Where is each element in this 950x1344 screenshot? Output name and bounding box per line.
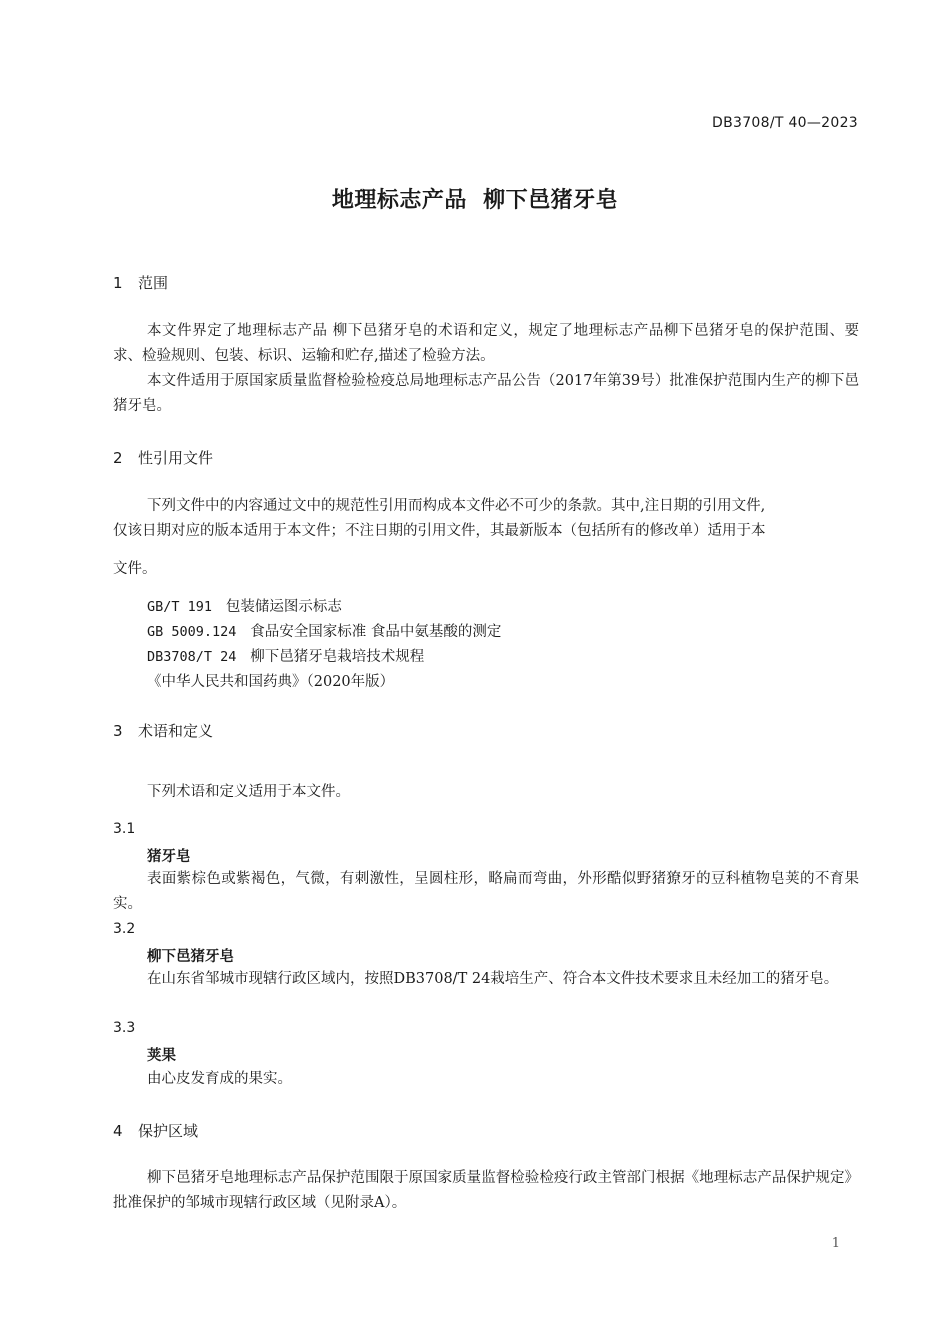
term-name: 荚果 [147,1048,176,1064]
section-number: 1 [113,274,123,292]
term-definition: 在山东省邹城市现辖行政区域内，按照DB3708/T 24栽培生产、符合本文件技术要求且未经加工的猪牙皂。 [147,971,839,987]
reference-code: GB 5009.124 [147,624,237,640]
paragraph: 本文件界定了地理标志产品 柳下邑猪牙皂的术语和定义，规定了地理标志产品柳下邑猪牙皂的保护范围、要求、检验规则、包装、标识、运输和贮存,描述了检验方法。 [113,323,859,364]
section-title: 保护区域 [138,1122,199,1140]
document-code: DB3708/T 40—2023 [712,115,858,131]
section-number: 4 [113,1122,123,1140]
section-title: 范围 [138,274,169,292]
term-number: 3.2 [113,921,136,937]
reference-code: GB/T 191 [147,599,213,615]
paragraph-line: 仅该日期对应的版本适用于本文件；不注日期的引用文件，其最新版本（包括所有的修改单）适用于本 [113,523,766,539]
reference-name: 柳下邑猪牙皂栽培技术规程 [250,649,425,665]
section-heading-protected-area [113,1120,198,1141]
document-title: 地理标志产品 柳下邑猪牙皂 [331,188,619,213]
term-number: 3.1 [113,821,136,837]
term-definition: 由心皮发育成的果实。 [147,1071,292,1087]
reference-item [147,595,342,616]
paragraph: 本文件适用于原国家质量监督检验检疫总局地理标志产品公告（2017年第39号）批准保护范围内生产的柳下邑猪牙皂。 [113,373,859,414]
section-heading-terms [113,720,213,741]
reference-name: 包装储运图示标志 [225,599,342,615]
section-title: 术语和定义 [138,722,214,740]
section-heading-references [113,447,213,468]
reference-name: 《中华人民共和国药典》（2020年版） [147,674,395,690]
paragraph-line: 下列术语和定义适用于本文件。 [147,784,350,800]
page-number: 1 [831,1236,840,1251]
reference-code: DB3708/T 24 [147,649,237,665]
section-heading-scope [113,272,168,293]
paragraph-line: 文件。 [113,561,157,577]
section-number: 2 [113,449,123,467]
term-number: 3.3 [113,1020,136,1036]
reference-item [147,670,394,691]
term-name: 柳下邑猪牙皂 [147,949,234,965]
section-title: 性引用文件 [138,449,214,467]
paragraph: 柳下邑猪牙皂地理标志产品保护范围限于原国家质量监督检验检疫行政主管部门根据《地理标志产品保护规定》批准保护的邹城市现辖行政区域（见附录A）。 [113,1170,859,1211]
reference-item [147,620,501,641]
term-definition: 表面紫棕色或紫褐色，气微，有刺激性，呈圆柱形，略扁而弯曲，外形酷似野猪獠牙的豆科植物皂荚的不育果实。 [113,871,859,912]
paragraph-line: 下列文件中的内容通过文中的规范性引用而构成本文件必不可少的条款。其中,注日期的引用文件, [147,498,766,514]
reference-name: 食品安全国家标准 食品中氨基酸的测定 [250,624,502,640]
section-number: 3 [113,722,123,740]
reference-item [147,645,424,666]
term-name: 猪牙皂 [147,849,191,865]
